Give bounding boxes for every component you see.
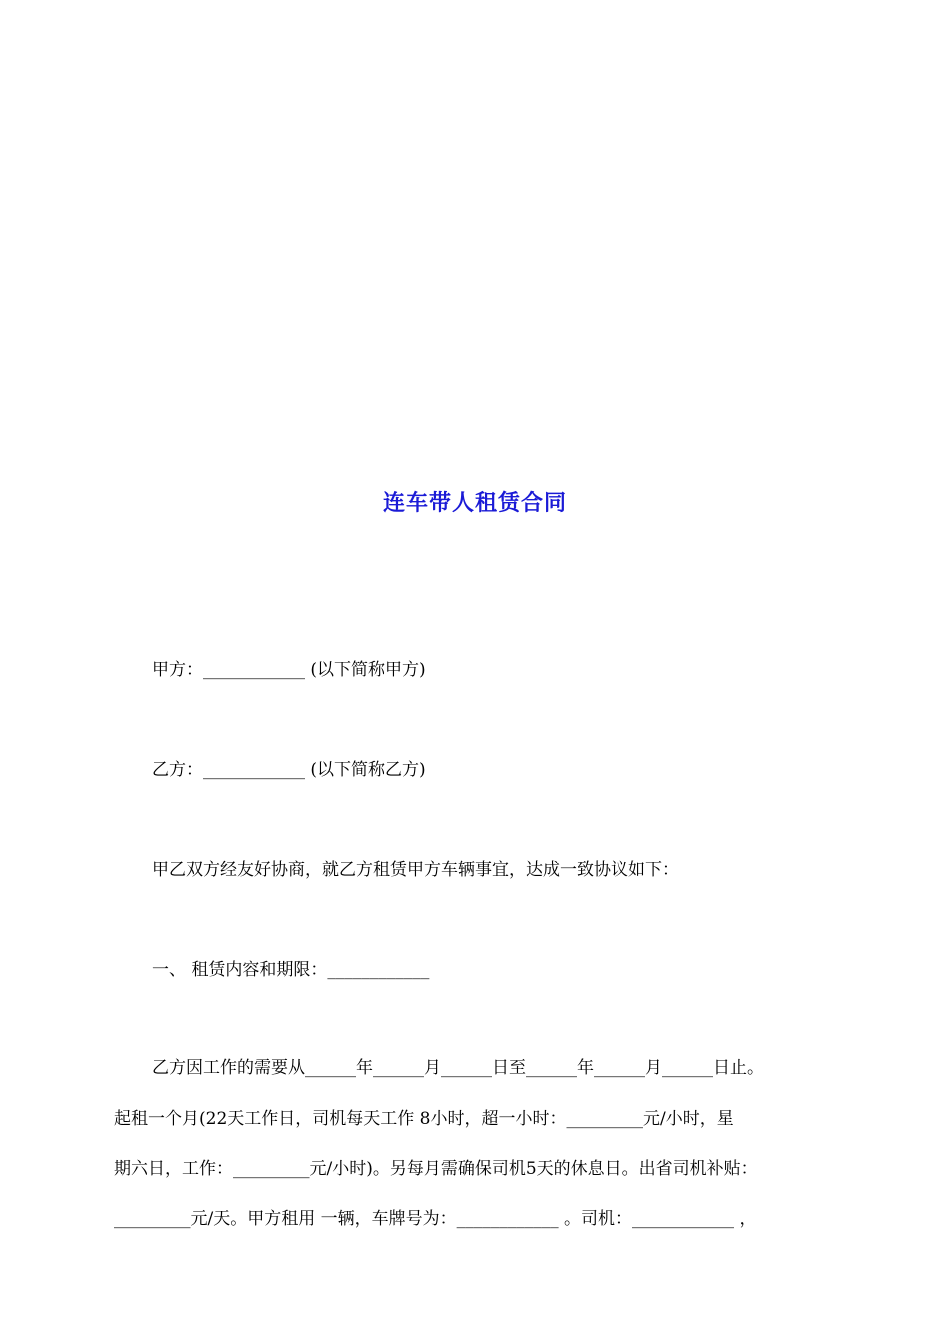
section1-line-3: 期六日，工作：_________元/小时)。另每月需确保司机5天的休息日。出省司机补贴： (114, 1159, 758, 1179)
document-title: 连车带人租赁合同 (382, 491, 567, 516)
section1-line-2: 起租一个月(22天工作日，司机每天工作 8小时，超一小时：_________元/小时，星 (114, 1109, 734, 1129)
section1-line-4: _________元/天。甲方租用 一辆，车牌号为：____________ 。司机：____________ ， (114, 1209, 757, 1229)
party-a-line: 甲方：____________ (以下简称甲方) (152, 660, 426, 680)
intro-line: 甲乙双方经友好协商，就乙方租赁甲方车辆事宜，达成一致协议如下： (152, 860, 679, 880)
section1-heading: 一、 租赁内容和期限：____________ (152, 960, 430, 980)
section1-line-1: 乙方因工作的需要从______年______月______日至______年______月______日止。 (152, 1058, 764, 1078)
party-b-line: 乙方：____________ (以下简称乙方) (152, 760, 426, 780)
